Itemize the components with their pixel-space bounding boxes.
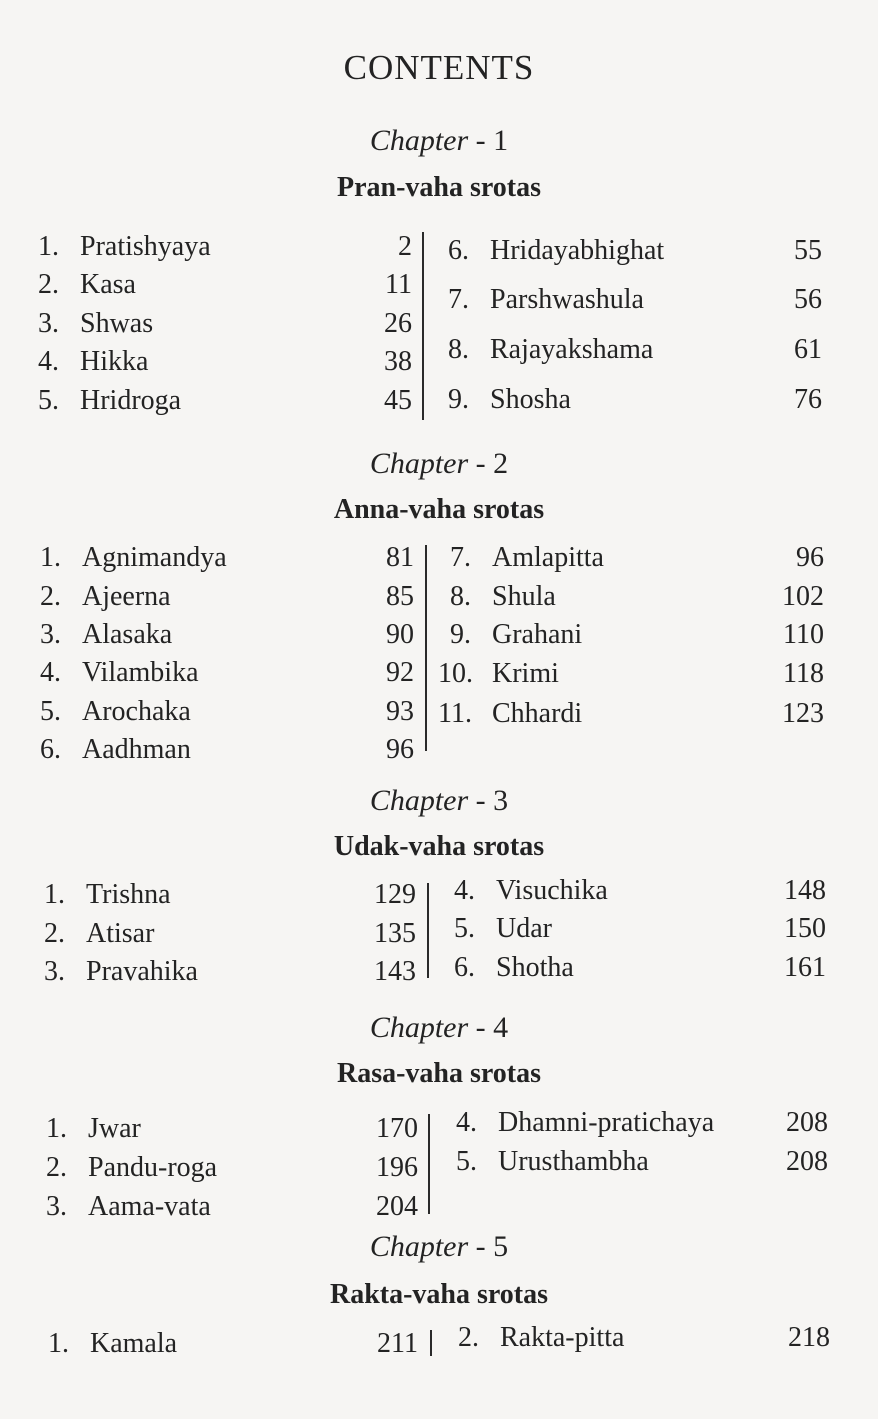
toc-entry[interactable]: 5. Arochaka 93 <box>40 696 414 727</box>
toc-entry[interactable]: 3. Pravahika 143 <box>44 956 416 987</box>
toc-entry[interactable]: 1. Agnimandya 81 <box>40 542 414 573</box>
chapter-label: Chapter <box>369 124 469 157</box>
toc-entry[interactable]: 11. Chhardi 123 <box>438 698 824 729</box>
toc-entry[interactable]: 1. Kamala 211 <box>48 1328 418 1359</box>
column-divider <box>422 232 424 420</box>
chapter-title: Pran-vaha srotas <box>336 172 542 203</box>
show-through-text <box>80 8 104 35</box>
toc-entry[interactable]: 1. Trishna 129 <box>44 879 416 910</box>
chapter-label: Chapter <box>369 784 469 817</box>
chapter-heading <box>0 447 878 481</box>
toc-entry[interactable]: 3. Shwas 26 <box>38 308 412 339</box>
chapter-title: Udak-vaha srotas <box>333 831 545 862</box>
chapter-number: - 3 <box>475 784 509 817</box>
column-divider <box>425 545 427 751</box>
chapter-heading <box>0 1011 878 1045</box>
toc-entry[interactable]: 9. Shosha 76 <box>448 384 822 415</box>
chapter-label: Chapter <box>369 1230 469 1263</box>
chapter-title: Rakta-vaha srotas <box>329 1279 549 1310</box>
toc-entry[interactable]: 5. Udar 150 <box>454 913 826 944</box>
chapter-title: Anna-vaha srotas <box>333 494 545 525</box>
toc-entry[interactable]: 6. Aadhman 96 <box>40 734 414 765</box>
toc-entry[interactable]: 9. Grahani 110 <box>450 619 824 650</box>
chapter-label: Chapter <box>369 447 469 480</box>
chapter-title: Rasa-vaha srotas <box>336 1058 542 1089</box>
toc-entry[interactable]: 4. Vilambika 92 <box>40 657 414 688</box>
chapter-number: - 5 <box>475 1230 509 1263</box>
toc-entry[interactable]: 4. Hikka 38 <box>38 346 412 377</box>
toc-entry[interactable]: 6. Hridayabhighat 55 <box>448 235 822 266</box>
chapter-number: - 4 <box>475 1011 509 1044</box>
toc-entry[interactable]: 2. Ajeerna 85 <box>40 581 414 612</box>
toc-entry[interactable]: 3. Alasaka 90 <box>40 619 414 650</box>
chapter-number: - 2 <box>475 447 509 480</box>
toc-entry[interactable]: 7. Parshwashula 56 <box>448 284 822 315</box>
column-divider <box>427 883 429 978</box>
toc-entry[interactable]: 3. Aama-vata 204 <box>46 1191 418 1222</box>
toc-entry[interactable]: 7. Amlapitta 96 <box>450 542 824 573</box>
toc-entry[interactable]: 2. Rakta-pitta 218 <box>458 1322 830 1353</box>
toc-entry[interactable]: 5. Hridroga 45 <box>38 385 412 416</box>
toc-entry[interactable]: 1. Pratishyaya 2 <box>38 231 412 262</box>
toc-entry[interactable]: 1. Jwar 170 <box>46 1113 418 1144</box>
toc-entry[interactable]: 6. Shotha 161 <box>454 952 826 983</box>
toc-entry[interactable]: 10. Krimi 118 <box>438 658 824 689</box>
column-divider <box>430 1330 432 1356</box>
toc-entry[interactable]: 5. Urusthambha 208 <box>456 1146 828 1177</box>
chapter-heading <box>0 784 878 818</box>
column-divider <box>428 1114 430 1214</box>
toc-entry[interactable]: 8. Shula 102 <box>450 581 824 612</box>
toc-entry[interactable]: 4. Visuchika 148 <box>454 875 826 906</box>
toc-entry[interactable]: 2. Atisar 135 <box>44 918 416 949</box>
chapter-heading <box>0 124 878 158</box>
toc-entry[interactable]: 8. Rajayakshama 61 <box>448 334 822 365</box>
chapter-number: - 1 <box>475 124 509 157</box>
toc-entry[interactable]: 4. Dhamni-pratichaya 208 <box>456 1107 828 1138</box>
page-title: CONTENTS <box>343 48 535 87</box>
toc-entry[interactable]: 2. Pandu-roga 196 <box>46 1152 418 1183</box>
toc-entry[interactable]: 2. Kasa 11 <box>38 269 412 300</box>
chapter-label: Chapter <box>369 1011 469 1044</box>
chapter-heading <box>0 1230 878 1264</box>
